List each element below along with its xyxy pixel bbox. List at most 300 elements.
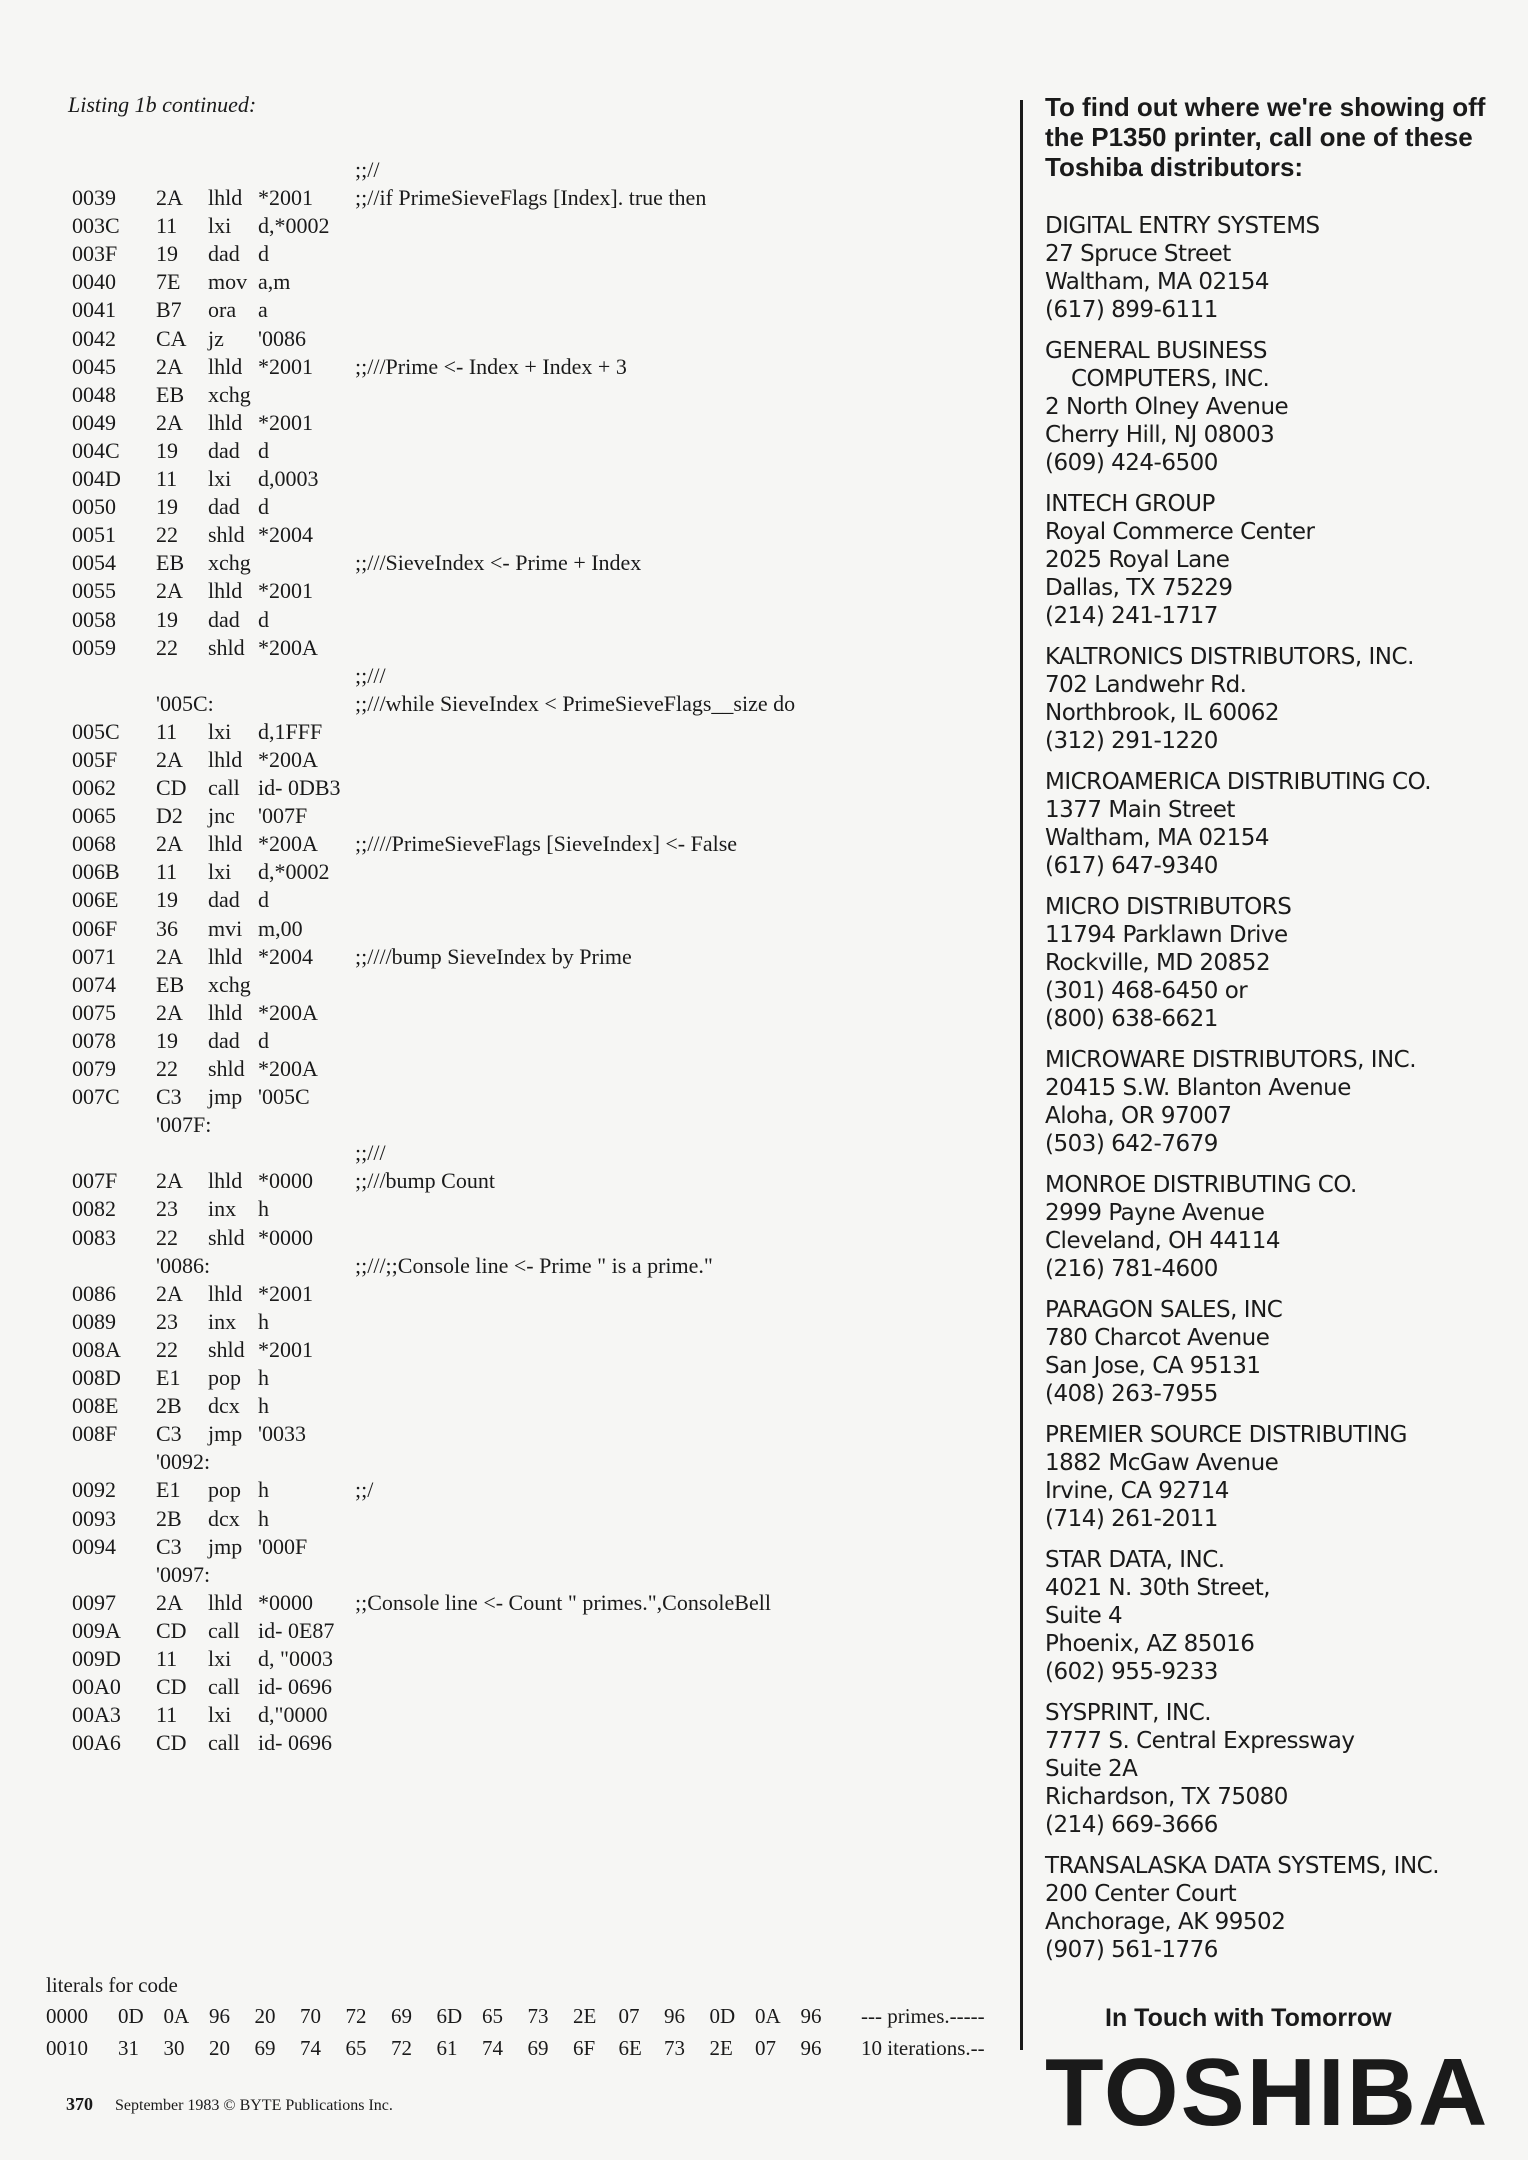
- code-comment: ;;///: [355, 1140, 386, 1166]
- code-opcode: 11: [156, 1702, 178, 1728]
- code-opcode: 11: [156, 718, 178, 744]
- code-operand: *2004: [258, 943, 313, 969]
- code-instruction: dad: [208, 887, 240, 913]
- distributor-detail: (312) 291-1220: [1045, 728, 1218, 754]
- ad-headline: [1045, 92, 1505, 182]
- code-instruction: call: [208, 775, 240, 801]
- distributor-detail: Royal Commerce Center: [1045, 519, 1315, 545]
- distributor-list: [1045, 212, 1505, 1964]
- distributor-entry: [1045, 1852, 1505, 1964]
- code-instruction: lxi: [208, 859, 232, 885]
- code-instruction: xchg: [208, 381, 251, 407]
- code-instruction: shld: [208, 1224, 245, 1250]
- literal-byte: 70: [300, 2004, 321, 2028]
- code-operand: d: [258, 1027, 269, 1053]
- code-operand: d, "0003: [258, 1645, 333, 1671]
- ad-tagline: In Touch with Tomorrow: [1105, 2004, 1392, 2032]
- code-opcode: E1: [156, 1477, 181, 1503]
- code-opcode: EB: [156, 381, 185, 407]
- distributor-detail: San Jose, CA 95131: [1045, 1353, 1261, 1379]
- code-operand: '005C: [258, 1084, 310, 1110]
- code-instruction: lhld: [208, 578, 243, 604]
- distributor-detail: 702 Landwehr Rd.: [1045, 672, 1247, 698]
- distributor-name: KALTRONICS DISTRIBUTORS, INC.: [1045, 644, 1414, 670]
- code-operand: d,1FFF: [258, 718, 323, 744]
- distributor-name: MICRO DISTRIBUTORS: [1045, 894, 1292, 920]
- literal-byte: 07: [755, 2036, 776, 2060]
- code-address: 008D: [72, 1365, 121, 1391]
- code-operand: *2001: [258, 578, 313, 604]
- distributor-detail: 11794 Parklawn Drive: [1045, 922, 1288, 948]
- code-comment: ;;//: [355, 157, 380, 182]
- code-label: '005C:: [156, 690, 214, 716]
- distributor-detail: Irvine, CA 92714: [1045, 1478, 1229, 1504]
- code-operand: m,00: [258, 915, 303, 941]
- distributor-detail: (617) 647-9340: [1045, 853, 1218, 879]
- literal-byte: 69: [391, 2004, 412, 2028]
- literal-byte: 73: [527, 2004, 549, 2028]
- code-address: 009A: [72, 1617, 121, 1643]
- code-instruction: call: [208, 1674, 240, 1700]
- code-opcode: 23: [156, 1308, 178, 1334]
- code-operand: *2001: [258, 1280, 313, 1306]
- code-instruction: dad: [208, 606, 240, 632]
- literal-byte: 73: [664, 2036, 685, 2060]
- code-instruction: lhld: [208, 746, 243, 772]
- code-address: 003F: [72, 241, 118, 267]
- footer-credit: September 1983 © BYTE Publications Inc.: [115, 2097, 393, 2114]
- code-opcode: CD: [156, 1730, 187, 1756]
- code-address: 0078: [72, 1027, 116, 1053]
- code-opcode: 2A: [156, 943, 183, 969]
- distributor-detail: Cleveland, OH 44114: [1045, 1228, 1281, 1254]
- code-instruction: pop: [208, 1365, 241, 1391]
- code-comment: ;;///SieveIndex <- Prime + Index: [355, 550, 642, 576]
- distributor-detail: 200 Center Court: [1045, 1881, 1237, 1907]
- code-operand: h: [258, 1196, 269, 1222]
- code-opcode: 2B: [156, 1393, 182, 1419]
- code-opcode: E1: [156, 1365, 181, 1391]
- distributor-entry: [1045, 1421, 1505, 1533]
- distributor-detail: Richardson, TX 75080: [1045, 1784, 1288, 1810]
- code-instruction: xchg: [208, 550, 251, 576]
- distributor-detail: (408) 263-7955: [1045, 1381, 1218, 1407]
- code-opcode: 22: [156, 1224, 178, 1250]
- code-opcode: 23: [156, 1196, 178, 1222]
- code-opcode: 2A: [156, 185, 183, 211]
- code-operand: *200A: [258, 634, 318, 660]
- code-address: 005F: [72, 746, 118, 772]
- code-opcode: 2A: [156, 1589, 183, 1615]
- code-opcode: 22: [156, 1056, 178, 1081]
- code-address: 004C: [72, 437, 120, 463]
- code-address: 0042: [72, 325, 116, 351]
- code-opcode: 22: [156, 522, 178, 548]
- code-address: 0055: [72, 578, 116, 604]
- code-instruction: ora: [208, 297, 237, 323]
- literal-row: [46, 2000, 1026, 2032]
- literal-address: 0000: [46, 2004, 88, 2028]
- code-operand: d: [258, 887, 269, 913]
- distributor-name: INTECH GROUP: [1045, 491, 1215, 517]
- ad-headline-line: Toshiba distributors:: [1045, 152, 1304, 182]
- code-instruction: xchg: [208, 971, 251, 997]
- literal-byte: 74: [300, 2036, 321, 2060]
- code-address: 0074: [72, 971, 116, 997]
- distributor-detail: Waltham, MA 02154: [1045, 269, 1270, 295]
- code-instruction: call: [208, 1617, 240, 1643]
- code-instruction: jmp: [208, 1533, 243, 1559]
- code-operand: d,*0002: [258, 859, 330, 885]
- literal-byte: 0A: [755, 2004, 781, 2028]
- code-instruction: call: [208, 1730, 240, 1756]
- code-address: 0086: [72, 1280, 116, 1306]
- literal-byte: 6D: [436, 2004, 463, 2028]
- code-operand: h: [258, 1393, 269, 1419]
- listing-title: Listing 1b continued:: [68, 92, 257, 117]
- literal-text: --- primes.-----: [861, 2004, 985, 2028]
- code-instruction: lxi: [208, 1645, 232, 1671]
- code-address: 0062: [72, 775, 116, 801]
- literals-section: [46, 1970, 1026, 2064]
- distributor-entry: [1045, 490, 1505, 630]
- distributor-detail: Cherry Hill, NJ 08003: [1045, 422, 1275, 448]
- code-instruction: dcx: [208, 1505, 240, 1531]
- distributor-name: MICROWARE DISTRIBUTORS, INC.: [1045, 1047, 1417, 1073]
- distributor-entry: [1045, 768, 1505, 880]
- distributor-entry: [1045, 1046, 1505, 1158]
- code-opcode: 19: [156, 494, 178, 520]
- distributor-detail: (714) 261-2011: [1045, 1506, 1218, 1532]
- code-operand: id- 0696: [258, 1730, 332, 1756]
- code-instruction: lxi: [208, 466, 232, 492]
- code-address: 006F: [72, 915, 118, 941]
- distributor-detail: (800) 638-6621: [1045, 1006, 1218, 1032]
- code-opcode: 2A: [156, 353, 183, 379]
- code-operand: '0086: [258, 325, 306, 351]
- code-address: 0094: [72, 1533, 116, 1559]
- distributor-entry: [1045, 1546, 1505, 1686]
- distributor-detail: 1882 McGaw Avenue: [1045, 1450, 1279, 1476]
- code-address: 0082: [72, 1196, 116, 1222]
- code-operand: a: [258, 297, 268, 323]
- column-divider: [1020, 100, 1023, 2050]
- page-number: 370: [66, 2094, 93, 2114]
- code-address: 0051: [72, 522, 116, 548]
- literal-byte: 6F: [573, 2036, 596, 2060]
- code-opcode: CD: [156, 1674, 187, 1700]
- code-instruction: shld: [208, 1056, 245, 1081]
- code-operand: d: [258, 437, 269, 463]
- code-operand: *200A: [258, 831, 318, 857]
- literal-byte: 74: [482, 2036, 503, 2060]
- code-opcode: 2A: [156, 1168, 183, 1194]
- code-address: 007C: [72, 1084, 120, 1110]
- code-operand: '0033: [258, 1421, 306, 1447]
- code-comment: ;;///while SieveIndex < PrimeSieveFlags__size do: [355, 690, 796, 716]
- distributor-entry: [1045, 1699, 1505, 1839]
- code-address: 0075: [72, 999, 116, 1025]
- literal-byte: 30: [163, 2036, 185, 2060]
- code-opcode: 2A: [156, 1280, 183, 1306]
- code-opcode: EB: [156, 550, 185, 576]
- distributor-detail: Anchorage, AK 99502: [1045, 1909, 1286, 1935]
- code-opcode: 2A: [156, 746, 183, 772]
- code-address: 008F: [72, 1421, 118, 1447]
- literal-byte: 65: [482, 2004, 503, 2028]
- distributor-detail: (301) 468-6450 or: [1045, 978, 1248, 1004]
- code-address: 0048: [72, 381, 116, 407]
- literal-text: 10 iterations.--: [861, 2036, 985, 2060]
- literals-title: literals for code: [46, 1973, 178, 1997]
- code-instruction: lhld: [208, 409, 243, 435]
- code-instruction: jnc: [208, 803, 235, 829]
- ad-headline-line: To find out where we're showing off: [1045, 92, 1486, 122]
- code-operand: h: [258, 1477, 269, 1503]
- distributor-entry: [1045, 1296, 1505, 1408]
- code-opcode: 2A: [156, 578, 183, 604]
- code-comment: ;;/: [355, 1477, 374, 1503]
- code-address: 009D: [72, 1645, 121, 1671]
- code-instruction: lhld: [208, 353, 243, 379]
- code-address: 0092: [72, 1477, 116, 1503]
- code-address: 008E: [72, 1393, 119, 1419]
- distributor-detail: Rockville, MD 20852: [1045, 950, 1271, 976]
- code-address: 0083: [72, 1224, 116, 1250]
- distributor-detail: 780 Charcot Avenue: [1045, 1325, 1270, 1351]
- code-instruction: dcx: [208, 1393, 240, 1419]
- distributor-name: PREMIER SOURCE DISTRIBUTING: [1045, 1422, 1407, 1448]
- code-label: '0086:: [156, 1252, 211, 1278]
- distributor-detail: Dallas, TX 75229: [1045, 575, 1233, 601]
- distributor-detail: Suite 4: [1045, 1603, 1123, 1629]
- code-address: 005C: [72, 718, 120, 744]
- code-opcode: 11: [156, 466, 178, 492]
- distributor-detail: 4021 N. 30th Street,: [1045, 1575, 1271, 1601]
- literal-byte: 69: [254, 2036, 276, 2060]
- code-operand: id- 0E87: [258, 1617, 335, 1643]
- code-address: 006B: [72, 859, 120, 885]
- code-instruction: shld: [208, 634, 245, 660]
- distributor-entry: [1045, 893, 1505, 1033]
- literal-byte: 20: [254, 2004, 276, 2028]
- code-address: 00A3: [72, 1702, 121, 1728]
- code-instruction: lxi: [208, 718, 232, 744]
- code-opcode: 11: [156, 859, 178, 885]
- code-opcode: CD: [156, 1617, 187, 1643]
- code-opcode: 22: [156, 1336, 178, 1362]
- code-instruction: lhld: [208, 831, 243, 857]
- code-instruction: dad: [208, 241, 240, 267]
- code-address: 007F: [72, 1168, 118, 1194]
- code-opcode: 2B: [156, 1505, 182, 1531]
- distributor-detail: (214) 669-3666: [1045, 1812, 1218, 1838]
- code-operand: *0000: [258, 1224, 313, 1250]
- code-operand: d: [258, 494, 269, 520]
- code-operand: *0000: [258, 1168, 313, 1194]
- code-instruction: shld: [208, 1336, 245, 1362]
- literal-byte: 31: [118, 2036, 139, 2060]
- code-opcode: EB: [156, 971, 185, 997]
- code-operand: *200A: [258, 1056, 318, 1081]
- code-instruction: jz: [208, 325, 224, 351]
- code-address: 0041: [72, 297, 116, 323]
- code-address: 004D: [72, 466, 121, 492]
- distributor-name: MICROAMERICA DISTRIBUTING CO.: [1045, 769, 1432, 795]
- code-operand: '000F: [258, 1533, 308, 1559]
- code-operand: *2004: [258, 522, 313, 548]
- code-address: 0089: [72, 1308, 116, 1334]
- code-operand: h: [258, 1308, 269, 1334]
- distributor-detail: (214) 241-1717: [1045, 603, 1218, 629]
- code-opcode: 19: [156, 887, 178, 913]
- distributor-detail: 1377 Main Street: [1045, 797, 1235, 823]
- code-instruction: inx: [208, 1308, 237, 1334]
- literal-byte: 6E: [618, 2036, 642, 2060]
- code-address: 0045: [72, 353, 116, 379]
- code-opcode: D2: [156, 803, 183, 829]
- distributor-detail: (609) 424-6500: [1045, 450, 1218, 476]
- literal-address: 0010: [46, 2036, 88, 2060]
- code-address: 008A: [72, 1336, 121, 1362]
- literal-byte: 65: [345, 2036, 367, 2060]
- code-label: '0097:: [156, 1561, 211, 1587]
- code-instruction: dad: [208, 494, 240, 520]
- code-instruction: jmp: [208, 1421, 243, 1447]
- literal-byte: 0D: [118, 2004, 144, 2028]
- distributor-name: STAR DATA, INC.: [1045, 1547, 1225, 1573]
- code-instruction: jmp: [208, 1084, 243, 1110]
- distributor-name: TRANSALASKA DATA SYSTEMS, INC.: [1045, 1853, 1440, 1879]
- code-address: 0068: [72, 831, 116, 857]
- code-comment: ;;///bump Count: [355, 1168, 495, 1194]
- code-address: 0079: [72, 1056, 116, 1081]
- code-address: 0093: [72, 1505, 116, 1531]
- distributor-detail: 27 Spruce Street: [1045, 241, 1231, 267]
- code-opcode: 7E: [156, 269, 181, 295]
- code-instruction: lhld: [208, 1589, 243, 1615]
- code-opcode: 2A: [156, 831, 183, 857]
- distributor-entry: [1045, 212, 1505, 324]
- code-address: 0050: [72, 494, 116, 520]
- code-comment: ;;////PrimeSieveFlags [SieveIndex] <- False: [355, 831, 738, 857]
- distributor-detail: (216) 781-4600: [1045, 1256, 1218, 1282]
- distributor-detail: 2 North Olney Avenue: [1045, 394, 1289, 420]
- code-operand: d: [258, 241, 269, 267]
- literal-byte: 69: [527, 2036, 549, 2060]
- distributor-detail: (602) 955-9233: [1045, 1659, 1218, 1685]
- code-address: 0065: [72, 803, 116, 829]
- code-comment: ;;///: [355, 662, 386, 688]
- code-instruction: dad: [208, 1027, 240, 1053]
- code-operand: *2001: [258, 353, 313, 379]
- code-operand: id- 0DB3: [258, 775, 341, 801]
- code-operand: *0000: [258, 1589, 313, 1615]
- literal-byte: 0D: [709, 2004, 736, 2028]
- distributor-detail: Waltham, MA 02154: [1045, 825, 1270, 851]
- code-operand: id- 0696: [258, 1674, 332, 1700]
- code-address: 0097: [72, 1589, 116, 1615]
- distributor-name: GENERAL BUSINESS: [1045, 338, 1267, 364]
- literal-byte: 0A: [163, 2004, 190, 2028]
- code-instruction: pop: [208, 1477, 241, 1503]
- code-address: 00A0: [72, 1674, 121, 1700]
- code-opcode: 11: [156, 1645, 178, 1671]
- code-operand: *2001: [258, 1336, 313, 1362]
- literal-row: [46, 2032, 1026, 2064]
- distributor-detail: 2999 Payne Avenue: [1045, 1200, 1265, 1226]
- code-opcode: C3: [156, 1421, 182, 1447]
- code-instruction: lhld: [208, 1280, 243, 1306]
- code-instruction: mov: [208, 269, 248, 295]
- code-opcode: 36: [156, 915, 178, 941]
- code-operand: *2001: [258, 409, 313, 435]
- distributor-name: PARAGON SALES, INC: [1045, 1297, 1283, 1323]
- distributor-name: DIGITAL ENTRY SYSTEMS: [1045, 213, 1320, 239]
- literal-byte: 2E: [573, 2004, 597, 2028]
- code-operand: d,"0000: [258, 1702, 328, 1728]
- code-operand: d: [258, 606, 269, 632]
- literal-byte: 07: [618, 2004, 640, 2028]
- code-instruction: lhld: [208, 943, 243, 969]
- code-label: '0092:: [156, 1449, 211, 1475]
- code-comment: ;;//if PrimeSieveFlags [Index]. true then: [355, 185, 707, 211]
- code-opcode: 11: [156, 213, 178, 239]
- code-instruction: lxi: [208, 1702, 232, 1728]
- code-address: 0054: [72, 550, 116, 576]
- distributor-detail: COMPUTERS, INC.: [1071, 366, 1270, 392]
- code-operand: a,m: [258, 269, 291, 295]
- distributor-detail: (617) 899-6111: [1045, 297, 1218, 323]
- code-opcode: CD: [156, 775, 187, 801]
- literal-byte: 96: [800, 2036, 822, 2060]
- code-label: '007F:: [156, 1112, 212, 1138]
- code-address: 0040: [72, 269, 116, 295]
- code-operand: '007F: [258, 803, 308, 829]
- code-instruction: mvi: [208, 915, 243, 941]
- code-instruction: inx: [208, 1196, 237, 1222]
- code-opcode: 19: [156, 606, 178, 632]
- code-opcode: 19: [156, 437, 178, 463]
- literal-byte: 20: [209, 2036, 230, 2060]
- code-address: 0039: [72, 185, 116, 211]
- code-instruction: lhld: [208, 185, 243, 211]
- distributor-entry: [1045, 1171, 1505, 1283]
- code-address: 0059: [72, 634, 116, 660]
- code-operand: *200A: [258, 746, 318, 772]
- code-opcode: C3: [156, 1533, 182, 1559]
- code-operand: h: [258, 1505, 269, 1531]
- code-instruction: dad: [208, 437, 240, 463]
- code-address: 0071: [72, 943, 116, 969]
- code-operand: *200A: [258, 999, 318, 1025]
- distributor-detail: 20415 S.W. Blanton Avenue: [1045, 1075, 1351, 1101]
- literal-byte: 96: [664, 2004, 685, 2028]
- distributor-detail: Aloha, OR 97007: [1045, 1103, 1232, 1129]
- code-instruction: lhld: [208, 1168, 243, 1194]
- code-opcode: C3: [156, 1084, 182, 1110]
- code-opcode: 2A: [156, 409, 183, 435]
- code-address: 003C: [72, 213, 120, 239]
- code-comment: ;;Console line <- Count " primes.",ConsoleBell: [355, 1589, 771, 1615]
- distributor-detail: Phoenix, AZ 85016: [1045, 1631, 1255, 1657]
- code-opcode: B7: [156, 297, 182, 323]
- code-instruction: lxi: [208, 213, 232, 239]
- literal-byte: 96: [800, 2004, 822, 2028]
- code-opcode: 2A: [156, 999, 183, 1025]
- code-address: 0058: [72, 606, 116, 632]
- distributor-detail: Northbrook, IL 60062: [1045, 700, 1280, 726]
